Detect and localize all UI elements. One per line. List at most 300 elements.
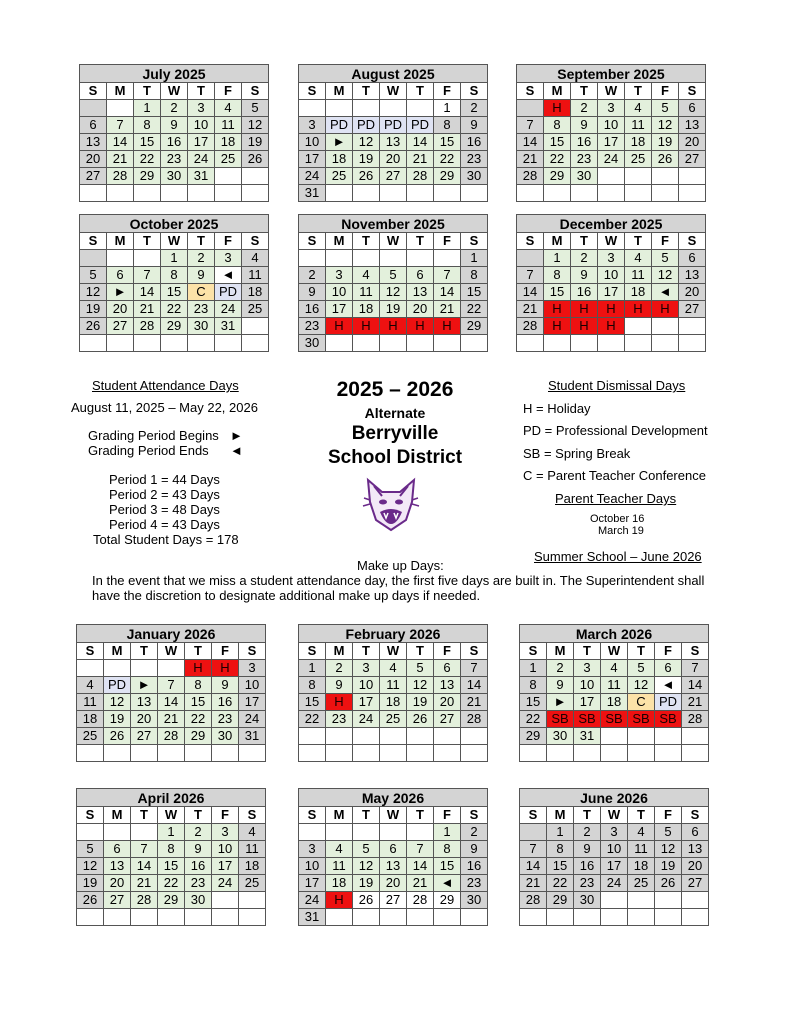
day-cell: 9	[161, 117, 188, 134]
day-cell	[131, 909, 158, 926]
day-cell: 27	[434, 711, 461, 728]
day-cell	[407, 185, 434, 202]
day-cell: SB	[574, 711, 601, 728]
day-cell: 30	[574, 892, 601, 909]
day-cell: 29	[520, 728, 547, 745]
attendance-heading: Student Attendance Days	[92, 378, 239, 393]
day-cell: H	[212, 660, 239, 677]
day-cell: 7	[131, 841, 158, 858]
month-title: May 2026	[299, 789, 488, 807]
day-cell: 25	[628, 875, 655, 892]
weekday-header: S	[80, 233, 107, 250]
day-cell: 2	[547, 660, 574, 677]
day-cell: 20	[407, 301, 434, 318]
day-cell: 6	[380, 841, 407, 858]
day-cell: 4	[326, 841, 353, 858]
day-cell: 29	[158, 892, 185, 909]
day-cell	[407, 745, 434, 762]
day-cell	[520, 745, 547, 762]
weekday-header: T	[353, 233, 380, 250]
day-cell: 27	[80, 168, 107, 185]
day-cell: 20	[380, 875, 407, 892]
makeup-text-line1: In the event that we miss a student attendance day, the first five days are built in. The Superintendent shall	[92, 573, 705, 588]
day-cell	[601, 892, 628, 909]
day-cell	[547, 909, 574, 926]
day-cell: 4	[215, 100, 242, 117]
day-cell: 26	[353, 892, 380, 909]
weekday-header: F	[215, 83, 242, 100]
month-title: June 2026	[520, 789, 709, 807]
day-cell: 28	[407, 892, 434, 909]
day-cell	[215, 185, 242, 202]
day-cell: C	[628, 694, 655, 711]
day-cell: 19	[353, 875, 380, 892]
day-cell: 11	[380, 677, 407, 694]
day-cell	[161, 185, 188, 202]
day-cell: 3	[299, 841, 326, 858]
day-cell: 28	[520, 892, 547, 909]
district-name-line2: School District	[327, 447, 463, 468]
day-cell: 8	[434, 117, 461, 134]
day-cell: 20	[679, 284, 706, 301]
day-cell	[547, 745, 574, 762]
day-cell: 31	[239, 728, 266, 745]
weekday-header: F	[652, 233, 679, 250]
weekday-header: F	[434, 807, 461, 824]
day-cell: 23	[185, 875, 212, 892]
day-cell: 29	[185, 728, 212, 745]
weekday-header: F	[434, 643, 461, 660]
day-cell: 26	[242, 151, 269, 168]
weekday-header: W	[161, 83, 188, 100]
day-cell: 10	[299, 134, 326, 151]
day-cell: 23	[461, 151, 488, 168]
calendar-january-2026	[76, 624, 266, 762]
day-cell: 5	[407, 660, 434, 677]
day-cell	[628, 892, 655, 909]
day-cell: H	[571, 318, 598, 335]
day-cell: 1	[544, 250, 571, 267]
day-cell	[239, 892, 266, 909]
day-cell	[625, 185, 652, 202]
day-cell: 8	[134, 117, 161, 134]
day-cell: 14	[134, 284, 161, 301]
day-cell: PD	[380, 117, 407, 134]
calendar-june-2026	[519, 788, 709, 926]
day-cell: 15	[161, 284, 188, 301]
day-cell	[574, 745, 601, 762]
day-cell: 26	[104, 728, 131, 745]
day-cell: 10	[598, 117, 625, 134]
day-cell: 10	[239, 677, 266, 694]
day-cell: ◄	[434, 875, 461, 892]
day-cell: 28	[517, 318, 544, 335]
day-cell: PD	[655, 694, 682, 711]
day-cell: 27	[131, 728, 158, 745]
weekday-header: T	[185, 807, 212, 824]
day-cell: 11	[239, 841, 266, 858]
day-cell	[601, 745, 628, 762]
day-cell	[601, 728, 628, 745]
day-cell: 9	[461, 841, 488, 858]
day-cell	[679, 185, 706, 202]
day-cell: 5	[628, 660, 655, 677]
day-cell: 5	[380, 267, 407, 284]
day-cell	[655, 745, 682, 762]
day-cell: 17	[601, 858, 628, 875]
day-cell: 29	[434, 168, 461, 185]
weekday-header: S	[461, 233, 488, 250]
day-cell: 4	[601, 660, 628, 677]
day-cell	[299, 250, 326, 267]
weekday-header: W	[161, 233, 188, 250]
day-cell: 30	[161, 168, 188, 185]
day-cell: 17	[212, 858, 239, 875]
day-cell: 4	[625, 100, 652, 117]
day-cell: 27	[380, 168, 407, 185]
day-cell: 2	[185, 824, 212, 841]
day-cell: 2	[299, 267, 326, 284]
day-cell: 9	[212, 677, 239, 694]
weekday-header: M	[107, 233, 134, 250]
day-cell: 7	[407, 841, 434, 858]
day-cell: 18	[353, 301, 380, 318]
day-cell	[380, 250, 407, 267]
day-cell: 15	[461, 284, 488, 301]
day-cell: 24	[215, 301, 242, 318]
day-cell	[185, 745, 212, 762]
weekday-header: W	[598, 233, 625, 250]
day-cell: 7	[461, 660, 488, 677]
day-cell	[131, 660, 158, 677]
day-cell: 13	[380, 858, 407, 875]
day-cell	[598, 185, 625, 202]
day-cell	[188, 185, 215, 202]
weekday-header: F	[215, 233, 242, 250]
day-cell: 28	[131, 892, 158, 909]
summer-school-note: Summer School – June 2026	[534, 549, 702, 564]
parent-teacher-days-heading: Parent Teacher Days	[555, 491, 677, 506]
day-cell	[104, 745, 131, 762]
calendar-september-2025	[516, 64, 706, 202]
day-cell: 23	[571, 151, 598, 168]
day-cell	[107, 335, 134, 352]
day-cell: H	[434, 318, 461, 335]
day-cell	[520, 909, 547, 926]
day-cell: 12	[353, 858, 380, 875]
weekday-header: S	[520, 643, 547, 660]
day-cell: 24	[598, 151, 625, 168]
day-cell	[625, 335, 652, 352]
day-cell: ◄	[215, 267, 242, 284]
day-cell	[544, 335, 571, 352]
weekday-header: M	[104, 643, 131, 660]
day-cell: H	[652, 301, 679, 318]
day-cell: 7	[107, 117, 134, 134]
day-cell: 6	[80, 117, 107, 134]
day-cell: 23	[574, 875, 601, 892]
grading-begins-symbol: ►	[230, 428, 243, 443]
day-cell: 26	[77, 892, 104, 909]
weekday-header: T	[625, 83, 652, 100]
day-cell: 9	[571, 267, 598, 284]
weekday-header: S	[239, 643, 266, 660]
day-cell	[299, 745, 326, 762]
weekday-header: T	[407, 643, 434, 660]
day-cell: PD	[353, 117, 380, 134]
day-cell: 15	[544, 134, 571, 151]
day-cell	[353, 100, 380, 117]
day-cell: 30	[299, 335, 326, 352]
day-cell	[353, 185, 380, 202]
day-cell	[212, 909, 239, 926]
weekday-header: S	[80, 83, 107, 100]
day-cell: H	[326, 318, 353, 335]
day-cell: ►	[131, 677, 158, 694]
day-cell	[185, 909, 212, 926]
day-cell	[380, 745, 407, 762]
day-cell: H	[598, 301, 625, 318]
day-cell	[434, 909, 461, 926]
day-cell: 23	[461, 875, 488, 892]
day-cell: 22	[544, 151, 571, 168]
day-cell: 1	[158, 824, 185, 841]
weekday-header: T	[628, 643, 655, 660]
day-cell	[212, 745, 239, 762]
day-cell: 8	[158, 841, 185, 858]
day-cell: 16	[461, 134, 488, 151]
day-cell: 6	[104, 841, 131, 858]
day-cell: 27	[380, 892, 407, 909]
month-title: April 2026	[77, 789, 266, 807]
day-cell: 10	[574, 677, 601, 694]
day-cell: 10	[601, 841, 628, 858]
weekday-header: W	[380, 807, 407, 824]
day-cell: 19	[652, 134, 679, 151]
day-cell: SB	[601, 711, 628, 728]
weekday-header: W	[158, 807, 185, 824]
day-cell: 14	[131, 858, 158, 875]
day-cell: 21	[517, 301, 544, 318]
weekday-header: S	[299, 643, 326, 660]
day-cell: 3	[215, 250, 242, 267]
day-cell: PD	[407, 117, 434, 134]
day-cell: 5	[652, 250, 679, 267]
legend-parent-teacher-conference: C = Parent Teacher Conference	[523, 468, 706, 483]
day-cell: 15	[158, 858, 185, 875]
grading-ends-label: Grading Period Ends	[88, 443, 209, 458]
day-cell	[652, 185, 679, 202]
day-cell: 27	[104, 892, 131, 909]
weekday-header: S	[242, 83, 269, 100]
weekday-header: M	[544, 83, 571, 100]
day-cell: 9	[326, 677, 353, 694]
day-cell: 8	[185, 677, 212, 694]
period-1: Period 1 = 44 Days	[109, 472, 220, 487]
month-title: January 2026	[77, 625, 266, 643]
day-cell: 30	[212, 728, 239, 745]
day-cell	[242, 318, 269, 335]
day-cell	[77, 909, 104, 926]
day-cell: 18	[628, 858, 655, 875]
day-cell: 12	[104, 694, 131, 711]
day-cell	[682, 909, 709, 926]
day-cell	[679, 335, 706, 352]
day-cell: 25	[77, 728, 104, 745]
day-cell: 16	[571, 134, 598, 151]
day-cell: 5	[655, 824, 682, 841]
month-title: February 2026	[299, 625, 488, 643]
day-cell: 3	[574, 660, 601, 677]
day-cell: 4	[628, 824, 655, 841]
day-cell: 1	[434, 824, 461, 841]
day-cell	[655, 909, 682, 926]
day-cell: 16	[571, 284, 598, 301]
weekday-header: W	[380, 233, 407, 250]
day-cell: H	[380, 318, 407, 335]
day-cell	[652, 318, 679, 335]
day-cell	[380, 728, 407, 745]
day-cell: 24	[239, 711, 266, 728]
weekday-header: S	[77, 643, 104, 660]
day-cell: 22	[158, 875, 185, 892]
day-cell: ◄	[652, 284, 679, 301]
day-cell	[353, 909, 380, 926]
day-cell: 21	[682, 694, 709, 711]
day-cell	[326, 100, 353, 117]
day-cell	[80, 335, 107, 352]
day-cell: 26	[655, 875, 682, 892]
weekday-header: W	[601, 643, 628, 660]
day-cell	[598, 168, 625, 185]
month-title: December 2025	[517, 215, 706, 233]
day-cell	[80, 185, 107, 202]
day-cell: H	[185, 660, 212, 677]
legend-professional-development: PD = Professional Development	[523, 423, 708, 438]
day-cell: 11	[625, 267, 652, 284]
day-cell	[104, 824, 131, 841]
calendar-december-2025	[516, 214, 706, 352]
day-cell: 22	[185, 711, 212, 728]
day-cell: 12	[652, 267, 679, 284]
weekday-header: T	[407, 233, 434, 250]
day-cell: 8	[461, 267, 488, 284]
makeup-text-line2: have the discretion to designate additional make up days if needed.	[92, 588, 481, 603]
day-cell: 15	[299, 694, 326, 711]
day-cell: 17	[188, 134, 215, 151]
day-cell	[571, 185, 598, 202]
day-cell: 18	[326, 151, 353, 168]
day-cell	[520, 824, 547, 841]
day-cell: 22	[547, 875, 574, 892]
day-cell: 8	[544, 267, 571, 284]
day-cell: 31	[574, 728, 601, 745]
day-cell: 21	[131, 875, 158, 892]
weekday-header: F	[434, 233, 461, 250]
calendar-november-2025	[298, 214, 488, 352]
day-cell	[107, 100, 134, 117]
weekday-header: S	[299, 233, 326, 250]
day-cell: 1	[161, 250, 188, 267]
weekday-header: F	[212, 643, 239, 660]
calendar-august-2025	[298, 64, 488, 202]
day-cell: 9	[571, 117, 598, 134]
day-cell: 18	[326, 875, 353, 892]
weekday-header: S	[682, 643, 709, 660]
day-cell: 29	[161, 318, 188, 335]
weekday-header: F	[655, 807, 682, 824]
day-cell	[655, 892, 682, 909]
day-cell: 1	[547, 824, 574, 841]
day-cell	[353, 745, 380, 762]
day-cell: 20	[682, 858, 709, 875]
calendar-march-2026	[519, 624, 709, 762]
day-cell: 7	[434, 267, 461, 284]
day-cell: 28	[158, 728, 185, 745]
day-cell: 3	[598, 250, 625, 267]
weekday-header: T	[574, 807, 601, 824]
day-cell: 30	[571, 168, 598, 185]
day-cell	[161, 335, 188, 352]
day-cell	[131, 745, 158, 762]
calendar-may-2026	[298, 788, 488, 926]
day-cell: 22	[461, 301, 488, 318]
day-cell	[655, 728, 682, 745]
day-cell	[461, 335, 488, 352]
day-cell: 12	[77, 858, 104, 875]
weekday-header: S	[77, 807, 104, 824]
day-cell: 20	[679, 134, 706, 151]
day-cell: 4	[380, 660, 407, 677]
day-cell: 20	[380, 151, 407, 168]
weekday-header: S	[679, 83, 706, 100]
day-cell: 17	[598, 284, 625, 301]
day-cell: 10	[188, 117, 215, 134]
day-cell: 3	[188, 100, 215, 117]
day-cell: 18	[239, 858, 266, 875]
day-cell: 15	[185, 694, 212, 711]
day-cell	[682, 728, 709, 745]
weekday-header: S	[461, 807, 488, 824]
day-cell: 17	[353, 694, 380, 711]
day-cell: 8	[161, 267, 188, 284]
day-cell	[158, 909, 185, 926]
day-cell: 7	[517, 117, 544, 134]
day-cell	[215, 168, 242, 185]
weekday-header: T	[188, 233, 215, 250]
day-cell	[574, 909, 601, 926]
day-cell: 24	[299, 168, 326, 185]
day-cell: 12	[652, 117, 679, 134]
day-cell	[628, 909, 655, 926]
day-cell: 9	[461, 117, 488, 134]
day-cell: 1	[461, 250, 488, 267]
weekday-header: S	[517, 233, 544, 250]
day-cell: 2	[188, 250, 215, 267]
weekday-header: T	[134, 83, 161, 100]
day-cell	[461, 745, 488, 762]
day-cell: H	[571, 301, 598, 318]
day-cell: 16	[212, 694, 239, 711]
day-cell: 12	[242, 117, 269, 134]
day-cell	[407, 824, 434, 841]
day-cell: 6	[655, 660, 682, 677]
calendar-subtitle: Alternate	[364, 405, 426, 421]
day-cell: 2	[574, 824, 601, 841]
day-cell: PD	[215, 284, 242, 301]
day-cell	[434, 335, 461, 352]
day-cell	[326, 185, 353, 202]
